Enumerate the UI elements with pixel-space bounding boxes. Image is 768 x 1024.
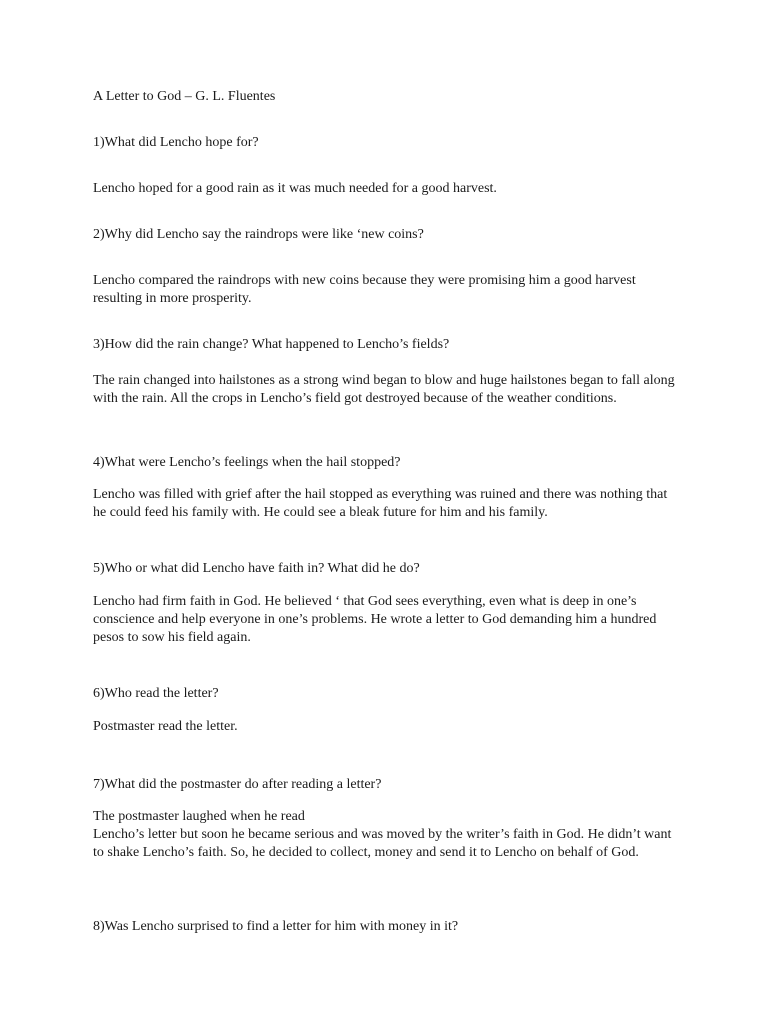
question-8: 8)Was Lencho surprised to find a letter for him with money in it? bbox=[93, 919, 459, 934]
answer-2: Lencho compared the raindrops with new coins because they were promising him a good harvest resulting in more prosperity. bbox=[93, 273, 636, 306]
answer-6: Postmaster read the letter. bbox=[93, 719, 238, 734]
question-7: 7)What did the postmaster do after reading a letter? bbox=[93, 777, 382, 792]
answer-7: Lencho’s letter but soon he became serious and was moved by the writer’s faith in God. He didn’t want to shake Lencho’s faith. So, he decided to collect, money and send it to Lencho on behalf of God. bbox=[93, 827, 672, 860]
question-1: 1)What did Lencho hope for? bbox=[93, 135, 259, 150]
question-5: 5)Who or what did Lencho have faith in? What did he do? bbox=[93, 561, 420, 576]
answer-5: Lencho had firm faith in God. He believed ‘ that God sees everything, even what is deep in one’s conscience and help everyone in one’s problems. He wrote a letter to God demanding him a hundred pesos to sow his field again. bbox=[93, 594, 657, 645]
question-6: 6)Who read the letter? bbox=[93, 686, 219, 701]
answer-1: Lencho hoped for a good rain as it was much needed for a good harvest. bbox=[93, 181, 497, 196]
question-4: 4)What were Lencho’s feelings when the hail stopped? bbox=[93, 455, 401, 470]
answer-3: The rain changed into hailstones as a strong wind began to blow and huge hailstones began to fall along with the rain. All the crops in Lencho’s field got destroyed because of the weather conditions. bbox=[93, 373, 675, 406]
answer-4: Lencho was filled with grief after the hail stopped as everything was ruined and there was nothing that he could feed his family with. He could see a bleak future for him and his family. bbox=[93, 487, 668, 520]
question-3: 3)How did the rain change? What happened to Lencho’s fields? bbox=[93, 337, 450, 352]
answer-7-line-1: The postmaster laughed when he read bbox=[93, 809, 305, 824]
document-title: A Letter to God – G. L. Fluentes bbox=[93, 89, 276, 104]
question-2: 2)Why did Lencho say the raindrops were like ‘new coins? bbox=[93, 227, 424, 242]
